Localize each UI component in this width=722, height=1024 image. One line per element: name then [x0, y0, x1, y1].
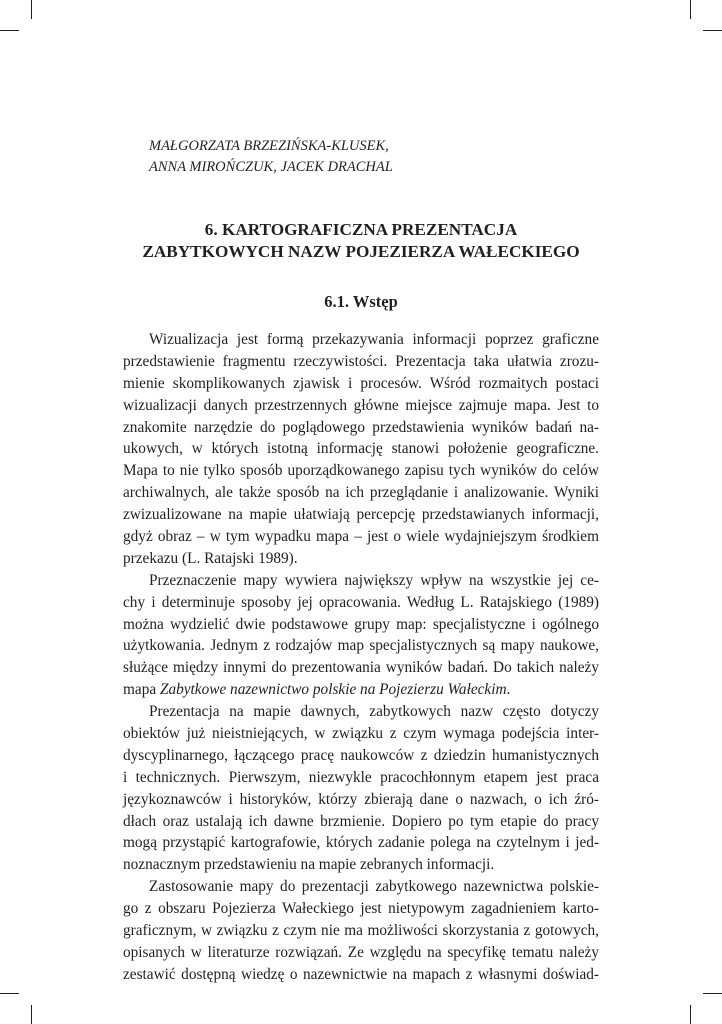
text-line: Wizualizacja jest formą przekazywania informacji poprzez graficzne — [149, 331, 599, 348]
text-line: przekazu (L. Ratajski 1989). — [123, 549, 298, 567]
text-line: ukowych, w których istotną informację stanowi położenie geograficzne. — [123, 440, 599, 458]
text-line: noznacznym przedstawieniu na mapie zebranych informacji. — [123, 856, 495, 874]
text-line: Przeznaczenie mapy wywiera największy wpływ na wszystkie jej ce- — [149, 571, 599, 589]
text-line: obiektów już nieistniejących, w związku z czym wymaga podejścia inter- — [123, 725, 599, 743]
text-line: archiwalnych, ale także sposób na ich przeglądanie i analizowanie. Wyniki — [123, 484, 599, 502]
text-line: wizualizacji danych przestrzennych główne miejsce zajmuje mapa. Jest to — [123, 396, 599, 414]
crop-mark-bottom-left — [31, 1005, 32, 1024]
text-line: Prezentacja na mapie dawnych, zabytkowych nazw często dotyczy — [149, 703, 599, 721]
text-line: go z obszaru Pojezierza Wałeckiego jest nietypowym zagadnieniem karto- — [123, 900, 599, 918]
paragraph — [123, 876, 599, 985]
paragraph — [123, 701, 599, 876]
text-line: mienie skomplikowanych zjawisk i procesów. Wśród rozmaitych postaci — [123, 374, 599, 392]
text-line: opisanych w literaturze rozwiązań. Ze względu na specyfikę tematu należy — [123, 943, 599, 961]
section-title: 6.1. Wstęp — [324, 292, 398, 311]
text-line: można wydzielić dwie podstawowe grupy map: specjalistyczne i ogólnego — [123, 615, 599, 633]
paragraph — [123, 329, 599, 570]
crop-mark-top-right — [690, 0, 691, 19]
text-line: zestawić dostępną wiedzę o nazewnictwie na mapach z własnymi doświad- — [123, 965, 599, 983]
text-line: językoznawców i historyków, którzy zbierają dane o nazwach, o ich źró- — [123, 790, 599, 808]
chapter-title — [110, 219, 612, 263]
crop-mark-top-left — [31, 0, 32, 19]
text-line-last — [123, 679, 599, 701]
text-line: chy i determinuje sposoby jej opracowania. Według L. Ratajskiego (1989) — [123, 593, 599, 611]
author-line: ANNA MIROŃCZUK, JACEK DRACHAL — [149, 159, 393, 175]
text-line: mogą przystąpić kartografowie, których zadanie polega na czytelnym i jed- — [123, 834, 599, 852]
text-line: znakomite narzędzie do poglądowego przedstawienia wyników badań na- — [123, 418, 599, 436]
text-segment: mapa — [123, 681, 160, 699]
text-line: i technicznych. Pierwszym, niezwykle pracochłonnym etapem jest praca — [123, 768, 599, 786]
text-line: Mapa to nie tylko sposób uporządkowanego zapisu tych wyników do celów — [123, 462, 599, 480]
text-line: przedstawienie fragmentu rzeczywistości. Prezentacja taka ułatwia zrozu- — [123, 352, 599, 370]
text-line: użytkowania. Jednym z rodzajów map specjalistycznych są mapy naukowe, — [123, 637, 599, 655]
map-title-italic: Zabytkowe nazewnictwo polskie na Pojezierzu Wałeckim — [159, 681, 507, 699]
authors — [149, 136, 393, 178]
text-line: dyscyplinarnego, łączącego pracę naukowców z dziedzin humanistycznych — [123, 746, 599, 764]
crop-mark-bottom-right — [690, 1005, 691, 1024]
crop-mark-top-right-h — [703, 30, 722, 31]
text-line: gdyż obraz – w tym wypadku mapa – jest o wiele wydajniejszym środkiem — [123, 528, 599, 546]
chapter-title-line: ZABYTKOWYCH NAZW POJEZIERZA WAŁECKIEGO — [142, 242, 580, 261]
text-line: służące między innymi do prezentowania wyników badań. Do takich należy — [123, 659, 599, 677]
paragraph — [123, 570, 599, 701]
chapter-title-line: 6. KARTOGRAFICZNA PREZENTACJA — [204, 220, 518, 239]
crop-mark-top-left-h — [0, 30, 19, 31]
text-line: dłach oraz ustalają ich dawne brzmienie. Dopiero po tym etapie do pracy — [123, 812, 599, 830]
text-segment: . — [506, 681, 511, 699]
author-line: MAŁGORZATA BRZEZIŃSKA-KLUSEK, — [149, 138, 389, 154]
crop-mark-bottom-left-h — [0, 993, 19, 994]
crop-mark-bottom-right-h — [703, 993, 722, 994]
text-line: graficznym, w związku z czym nie ma możliwości skorzystania z gotowych, — [123, 922, 599, 940]
text-line: Zastosowanie mapy do prezentacji zabytkowego nazewnictwa polskie- — [149, 878, 599, 896]
text-line: zwizualizowane na mapie ułatwiają percepcję przedstawianych informacji, — [123, 506, 599, 524]
body-text — [123, 329, 599, 986]
